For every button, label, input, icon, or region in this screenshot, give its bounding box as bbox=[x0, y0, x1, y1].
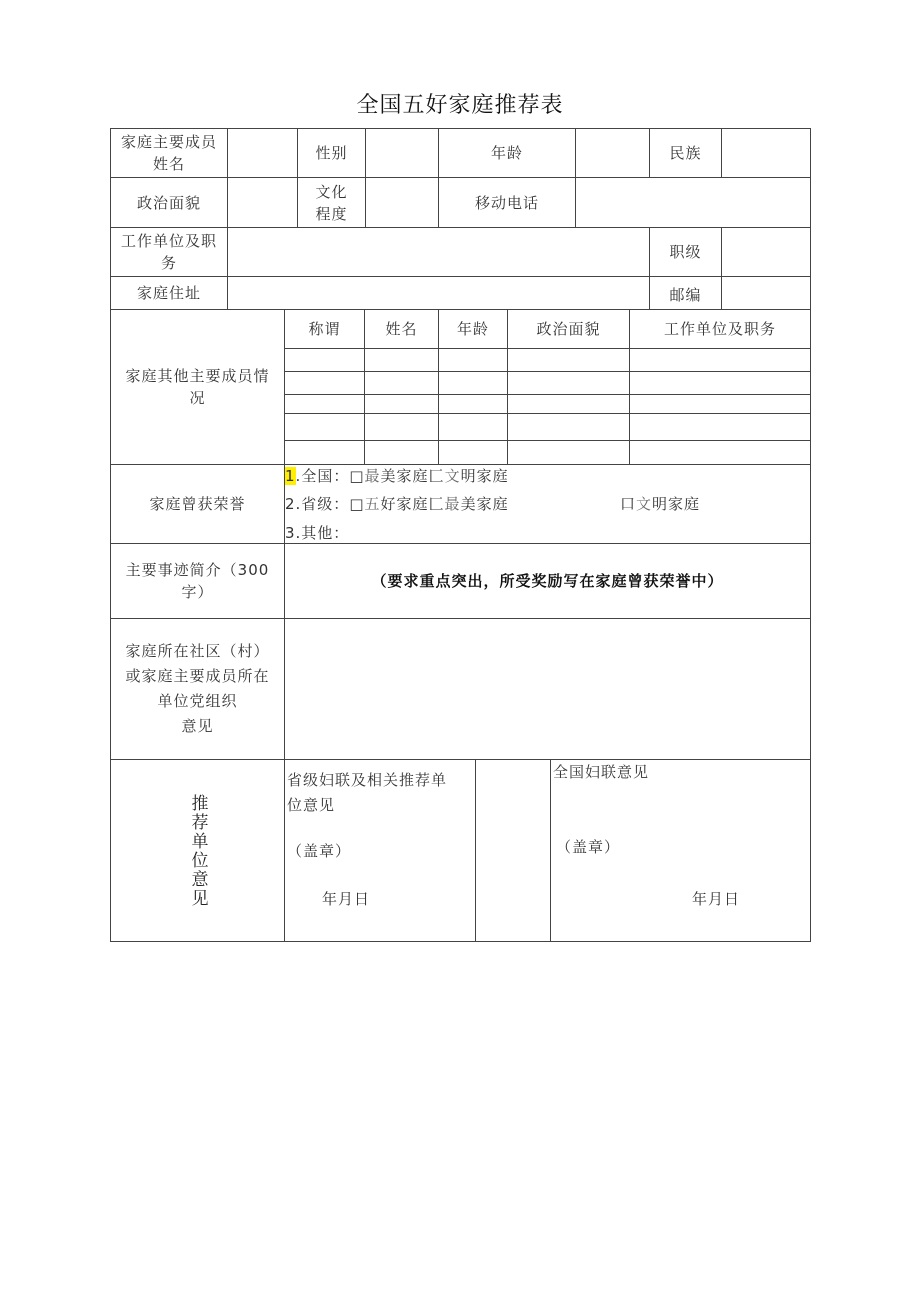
mobile-field[interactable] bbox=[575, 177, 811, 228]
national-seal: （盖章） bbox=[556, 838, 621, 856]
recommend-label-cell bbox=[110, 759, 285, 942]
honors-provincial-line: 2.省级：□五好家庭匚最美家庭 bbox=[285, 495, 509, 513]
member-cell[interactable] bbox=[438, 371, 508, 395]
gender-label: 性别 bbox=[297, 128, 366, 178]
checkbox-icon[interactable]: 匚 bbox=[428, 495, 445, 513]
member-cell[interactable] bbox=[438, 394, 508, 414]
member-cell[interactable] bbox=[364, 440, 439, 465]
national-opinion-label: 全国妇联意见 bbox=[553, 763, 650, 781]
community-field[interactable] bbox=[284, 618, 811, 760]
page-title: 全国五好家庭推荐表 bbox=[356, 93, 564, 118]
recommend-vertical-label: 推荐单位意见 bbox=[187, 793, 208, 908]
member-cell[interactable] bbox=[438, 348, 508, 372]
name-field[interactable] bbox=[227, 128, 298, 178]
member-cell[interactable] bbox=[284, 440, 365, 465]
provincial-opinion-label: 省级妇联及相关推荐单 位意见 bbox=[287, 771, 448, 814]
member-cell[interactable] bbox=[284, 348, 365, 372]
member-cell[interactable] bbox=[284, 371, 365, 395]
mobile-label: 移动电话 bbox=[438, 177, 576, 228]
member-cell[interactable] bbox=[284, 394, 365, 414]
name-label: 家庭主要成员 姓名 bbox=[110, 128, 228, 178]
deeds-note: （要求重点突出，所受奖励写在家庭曾获荣誉中） bbox=[371, 572, 724, 590]
ethnicity-label: 民族 bbox=[649, 128, 722, 178]
work-label: 工作单位及职 务 bbox=[110, 227, 228, 277]
opinion-spacer-cell bbox=[475, 759, 551, 942]
provincial-date: 年月日 bbox=[322, 890, 371, 908]
postcode-label: 邮编 bbox=[649, 276, 722, 310]
member-cell[interactable] bbox=[507, 394, 630, 414]
member-cell[interactable] bbox=[507, 440, 630, 465]
honors-provincial-civil: 口文明家庭 bbox=[620, 495, 701, 513]
other-members-label: 家庭其他主要成员情 况 bbox=[110, 309, 285, 465]
rank-label: 职级 bbox=[649, 227, 722, 277]
work-field[interactable] bbox=[227, 227, 650, 277]
political-label: 政治面貌 bbox=[110, 177, 228, 228]
honors-national-line: 1.全国：□最美家庭匚文明家庭 bbox=[285, 467, 509, 485]
member-cell[interactable] bbox=[629, 394, 811, 414]
gender-field[interactable] bbox=[365, 128, 439, 178]
honors-other-line: 3.其他： bbox=[285, 524, 350, 542]
member-cell[interactable] bbox=[629, 348, 811, 372]
header-relation: 称谓 bbox=[284, 309, 365, 349]
checkbox-icon[interactable]: 匚 bbox=[428, 467, 445, 485]
member-cell[interactable] bbox=[364, 394, 439, 414]
deeds-label: 主要事迹简介（300 字） bbox=[110, 543, 285, 619]
header-work: 工作单位及职务 bbox=[629, 309, 811, 349]
member-cell[interactable] bbox=[364, 348, 439, 372]
header-name: 姓名 bbox=[364, 309, 439, 349]
member-cell[interactable] bbox=[629, 413, 811, 441]
checkbox-icon[interactable]: □ bbox=[349, 467, 365, 485]
checkbox-icon[interactable]: 口 bbox=[620, 495, 637, 513]
member-cell[interactable] bbox=[629, 371, 811, 395]
header-political: 政治面貌 bbox=[507, 309, 630, 349]
ethnicity-field[interactable] bbox=[721, 128, 811, 178]
checkbox-icon[interactable]: □ bbox=[349, 495, 365, 513]
member-cell[interactable] bbox=[629, 440, 811, 465]
rank-field[interactable] bbox=[721, 227, 811, 277]
highlighted-number: 1 bbox=[285, 467, 296, 485]
member-cell[interactable] bbox=[438, 440, 508, 465]
member-cell[interactable] bbox=[507, 348, 630, 372]
age-field[interactable] bbox=[575, 128, 650, 178]
address-label: 家庭住址 bbox=[110, 276, 228, 310]
education-field[interactable] bbox=[365, 177, 439, 228]
community-label: 家庭所在社区（村） 或家庭主要成员所在 单位党组织 意见 bbox=[110, 618, 285, 760]
member-cell[interactable] bbox=[507, 371, 630, 395]
member-cell[interactable] bbox=[507, 413, 630, 441]
member-cell[interactable] bbox=[364, 413, 439, 441]
provincial-seal: （盖章） bbox=[287, 842, 352, 860]
education-label: 文化 程度 bbox=[297, 177, 366, 228]
member-cell[interactable] bbox=[364, 371, 439, 395]
deeds-field[interactable] bbox=[284, 543, 811, 619]
address-field[interactable] bbox=[227, 276, 650, 310]
postcode-field[interactable] bbox=[721, 276, 811, 310]
header-age: 年龄 bbox=[438, 309, 508, 349]
honors-label: 家庭曾获荣誉 bbox=[110, 464, 285, 544]
political-field[interactable] bbox=[227, 177, 298, 228]
member-cell[interactable] bbox=[438, 413, 508, 441]
age-label: 年龄 bbox=[438, 128, 576, 178]
national-date: 年月日 bbox=[692, 890, 741, 908]
member-cell[interactable] bbox=[284, 413, 365, 441]
